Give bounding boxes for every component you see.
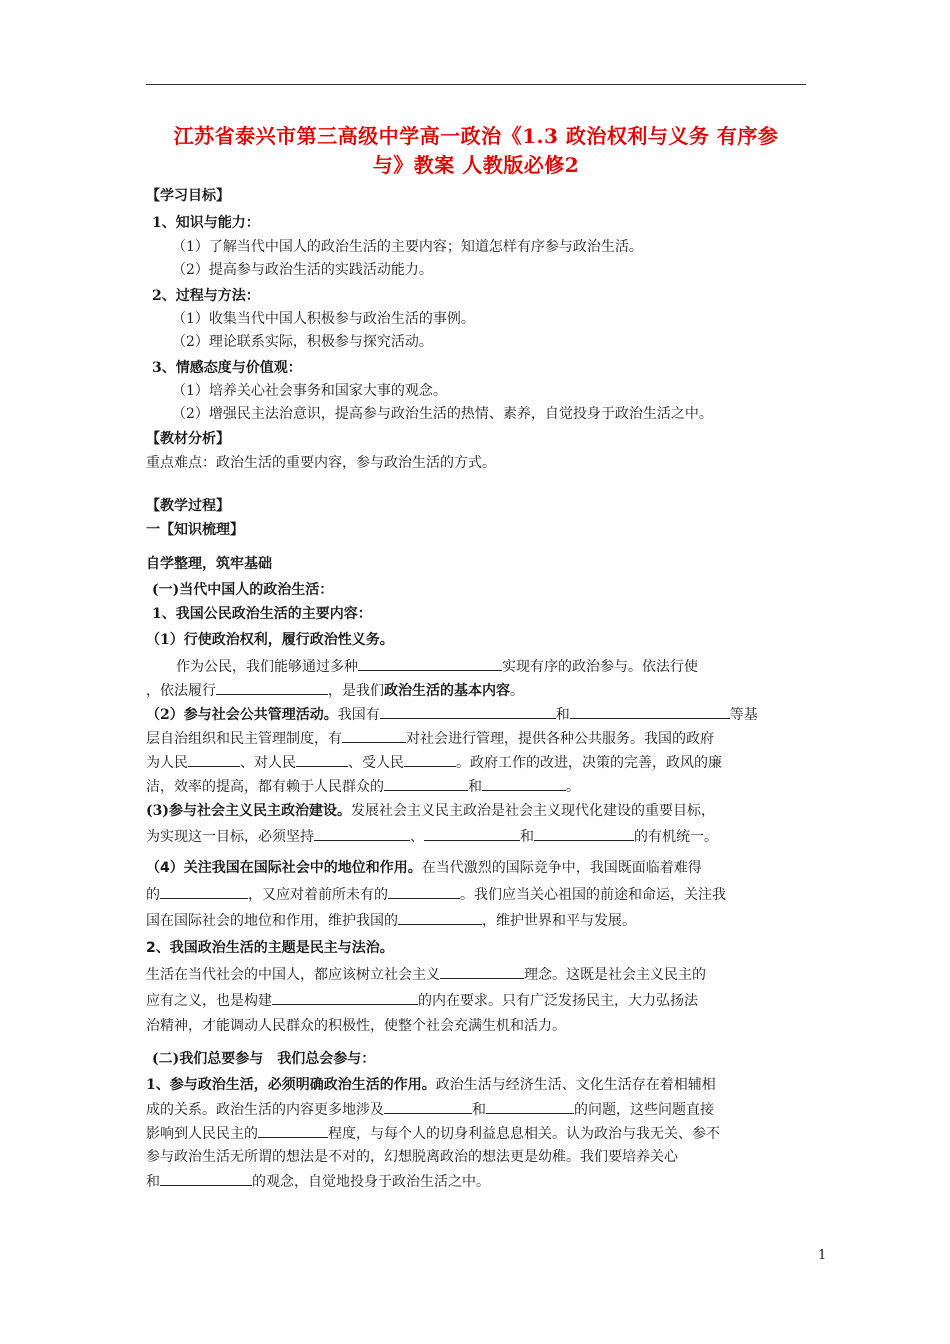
document-title	[140, 122, 812, 180]
text-span: 和	[472, 1102, 486, 1118]
fill-blank[interactable]	[358, 656, 502, 671]
text-span: 的	[146, 887, 160, 903]
objective-3-title: 3、情感态度与价值观：	[152, 360, 302, 376]
text-span: 为实现这一目标，必须坚持	[146, 829, 314, 845]
fill-blank[interactable]	[388, 884, 460, 899]
objective-1-title: 1、知识与能力：	[152, 215, 260, 231]
section-1-2-line-1	[146, 964, 706, 985]
text-span: 理念。这既是社会主义民主的	[524, 967, 706, 983]
analysis-heading: 【教材分析】	[146, 431, 230, 447]
fill-blank[interactable]	[342, 728, 406, 743]
text-span: 洁，效率的提高，都有赖于人民群众的	[146, 779, 384, 795]
item-4-line-1	[146, 858, 702, 878]
section-2-1-line-4: 参与政治生活无所谓的想法是不对的，幻想脱离政治的想法更是幼稚。我们要培养关心	[146, 1149, 678, 1165]
text-span: 生活在当代社会的中国人，都应该树立社会主义	[146, 967, 440, 983]
item-1-heading: （1）行使政治权利，履行政治性义务。	[146, 632, 394, 648]
fill-blank[interactable]	[482, 776, 566, 791]
objective-1-item-1: （1）了解当代中国人的政治生活的主要内容；知道怎样有序参与政治生活。	[172, 239, 643, 255]
knowledge-heading: 一【知识梳理】	[146, 522, 244, 538]
text-span: ，维护世界和平与发展。	[482, 913, 636, 929]
item-2-line-1	[146, 704, 758, 725]
section-1-heading: (一)当代中国人的政治生活：	[152, 582, 334, 598]
text-span: 实现有序的政治参与。依法行使	[502, 659, 698, 675]
fill-blank[interactable]	[404, 752, 456, 767]
objectives-heading: 【学习目标】	[146, 188, 230, 204]
text-span: 政治生活与经济生活、文化生活存在着相辅相	[435, 1077, 716, 1093]
fill-blank[interactable]	[160, 884, 248, 899]
text-span: ，是我们	[328, 683, 384, 699]
text-span: 在当代激烈的国际竞争中，我国既面临着难得	[421, 860, 702, 876]
section-2-1-line-3	[146, 1123, 720, 1144]
text-span: 。	[566, 779, 580, 795]
text-span: 我国有	[337, 707, 380, 723]
fill-blank[interactable]	[314, 826, 410, 841]
item-4-line-3	[146, 910, 636, 931]
section-1-2-line-2	[146, 990, 698, 1011]
text-span: 影响到人民民主的	[146, 1126, 258, 1142]
text-span: 、	[410, 829, 424, 845]
fill-blank[interactable]	[216, 680, 328, 695]
text-span: 和	[520, 829, 534, 845]
item-2-line-3	[146, 752, 722, 773]
text-span: 和	[146, 1174, 160, 1190]
text-span: 作为公民，我们能够通过多种	[176, 659, 358, 675]
text-span: 。我们应当关心祖国的前途和命运，关注我	[460, 887, 726, 903]
fill-blank[interactable]	[160, 1171, 252, 1186]
fill-blank[interactable]	[296, 752, 348, 767]
text-span: ，依法履行	[146, 683, 216, 699]
objective-2-title: 2、过程与方法：	[152, 288, 260, 304]
text-span: ，又应对着前所未有的	[248, 887, 388, 903]
fill-blank[interactable]	[384, 776, 468, 791]
section-2-1-line-1	[146, 1075, 716, 1095]
header-rule	[146, 84, 806, 85]
section-2-1-line-2	[146, 1099, 714, 1120]
fill-blank[interactable]	[398, 910, 482, 925]
bold-text-span: 政治生活的基本内容	[384, 683, 510, 699]
text-span: 成的关系。政治生活的内容更多地涉及	[146, 1102, 384, 1118]
text-span: 和	[468, 779, 482, 795]
item-1-line-1	[176, 656, 698, 677]
fill-blank[interactable]	[380, 704, 556, 719]
section-1-2-heading: 2、我国政治生活的主题是民主与法治。	[146, 940, 394, 956]
text-span: 、受人民	[348, 755, 404, 771]
fill-blank[interactable]	[272, 990, 418, 1005]
fill-blank[interactable]	[188, 752, 240, 767]
text-span: 为人民	[146, 755, 188, 771]
text-span: 的观念，自觉地投身于政治生活之中。	[252, 1174, 490, 1190]
text-span: 的有机统一。	[634, 829, 718, 845]
item-4-heading: （4）关注我国在国际社会中的地位和作用。	[146, 860, 422, 876]
item-2-line-4	[146, 776, 580, 797]
section-2-heading: (二)我们总要参与 我们总会参与：	[152, 1051, 376, 1067]
fill-blank[interactable]	[384, 1099, 472, 1114]
text-span: 的内在要求。只有广泛发扬民主，大力弘扬法	[418, 993, 698, 1009]
text-span: 等基	[729, 707, 758, 723]
objective-3-item-2: （2）增强民主法治意识，提高参与政治生活的热情、素养，自觉投身于政治生活之中。	[172, 406, 713, 422]
text-span: 层自治组织和民主管理制度，有	[146, 731, 342, 747]
section-2-1-line-5	[146, 1171, 490, 1192]
item-4-line-2	[146, 884, 726, 905]
fill-blank[interactable]	[570, 704, 730, 719]
text-span: 的问题，这些问题直接	[574, 1102, 714, 1118]
text-span: 。政府工作的改进，决策的完善，政风的廉	[456, 755, 722, 771]
text-span: 、对人民	[240, 755, 296, 771]
objective-2-item-1: （1）收集当代中国人积极参与政治生活的事例。	[172, 311, 475, 327]
page-number: 1	[818, 1248, 827, 1263]
text-span: 。	[510, 683, 524, 699]
item-3-line-2	[146, 826, 718, 847]
item-3-line-1	[146, 801, 715, 821]
section-2-1-heading: 1、参与政治生活，必须明确政治生活的作用。	[146, 1077, 436, 1093]
item-1-line-2	[146, 680, 524, 701]
text-span: 国在国际社会的地位和作用，维护我国的	[146, 913, 398, 929]
analysis-text: 重点难点：政治生活的重要内容，参与政治生活的方式。	[146, 455, 496, 471]
text-span: 对社会进行管理，提供各种公共服务。我国的政府	[406, 731, 714, 747]
text-span: 和	[555, 707, 570, 723]
title-line-1: 江苏省泰兴市第三高级中学高一政治《1.3 政治权利与义务 有序参	[173, 124, 779, 148]
text-span: 程度，与每个人的切身利益息息相关。认为政治与我无关、参不	[328, 1126, 720, 1142]
item-2-line-2	[146, 728, 714, 749]
objective-3-item-1: （1）培养关心社会事务和国家大事的观念。	[172, 383, 447, 399]
fill-blank[interactable]	[534, 826, 634, 841]
title-line-2: 与》教案 人教版必修2	[372, 153, 580, 177]
self-study-heading: 自学整理，筑牢基础	[146, 556, 272, 572]
text-span: 应有之义，也是构建	[146, 993, 272, 1009]
objective-2-item-2: （2）理论联系实际，积极参与探究活动。	[172, 334, 433, 350]
fill-blank[interactable]	[486, 1099, 574, 1114]
item-3-heading: (3)参与社会主义民主政治建设。	[146, 803, 351, 819]
fill-blank[interactable]	[440, 964, 524, 979]
section-1-1-heading: 1、我国公民政治生活的主要内容：	[152, 606, 372, 622]
fill-blank[interactable]	[258, 1123, 328, 1138]
section-1-2-line-3: 治精神，才能调动人民群众的积极性，使整个社会充满生机和活力。	[146, 1018, 566, 1034]
item-2-heading: （2）参与社会公共管理活动。	[146, 707, 338, 723]
text-span: 发展社会主义民主政治是社会主义现代化建设的重要目标，	[351, 803, 715, 819]
process-heading: 【教学过程】	[146, 498, 230, 514]
objective-1-item-2: （2）提高参与政治生活的实践活动能力。	[172, 262, 433, 278]
fill-blank[interactable]	[424, 826, 520, 841]
